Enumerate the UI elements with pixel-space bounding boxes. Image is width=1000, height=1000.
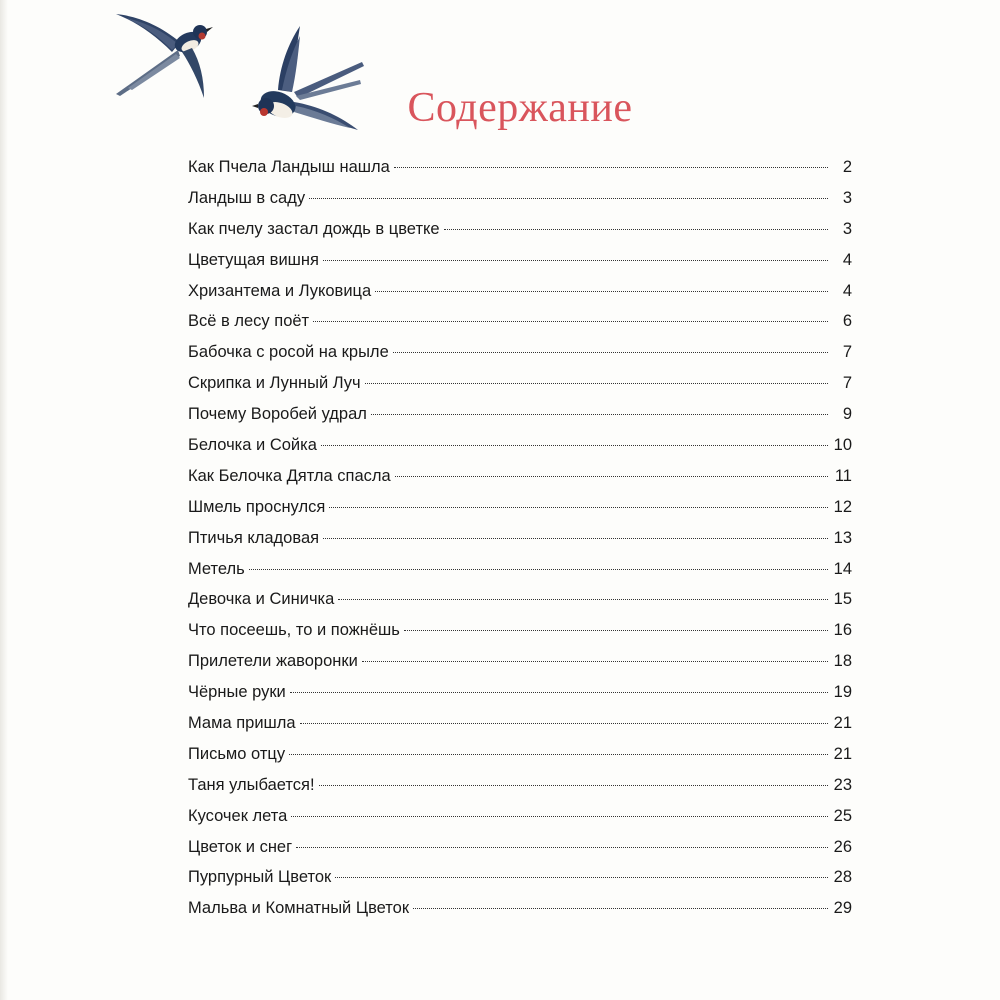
toc-page-number: 23 bbox=[833, 775, 852, 794]
toc-page-number: 6 bbox=[842, 312, 852, 331]
toc-entry-title: Кусочек лета bbox=[188, 806, 288, 825]
toc-entry-title: Письмо отцу bbox=[188, 744, 286, 763]
toc-page-number: 4 bbox=[842, 250, 852, 269]
toc-entry-title: Прилетели жаворонки bbox=[188, 652, 358, 671]
toc-page-number: 9 bbox=[842, 405, 852, 424]
toc-entry bbox=[188, 714, 852, 745]
toc-dot-leader bbox=[393, 352, 828, 353]
toc-entry bbox=[188, 652, 852, 683]
toc-dot-leader bbox=[365, 383, 828, 384]
toc-entry bbox=[188, 868, 852, 899]
toc-page-number: 25 bbox=[833, 806, 852, 825]
toc-entry bbox=[188, 838, 852, 869]
toc-dot-leader bbox=[291, 816, 828, 817]
toc-entry bbox=[188, 529, 852, 560]
toc-entry bbox=[188, 467, 852, 498]
toc-entry-title: Мама пришла bbox=[188, 714, 296, 733]
toc-entry-title: Метель bbox=[188, 559, 245, 578]
toc-dot-leader bbox=[323, 260, 828, 261]
toc-entry-title: Таня улыбается! bbox=[188, 775, 315, 794]
toc-page-number: 12 bbox=[833, 497, 852, 516]
toc-entry bbox=[188, 282, 852, 313]
toc-entry-title: Шмель проснулся bbox=[188, 497, 326, 516]
toc-page-number: 18 bbox=[833, 652, 852, 671]
toc-entry-title: Хризантема и Луковица bbox=[188, 281, 372, 300]
toc-page-number: 28 bbox=[833, 868, 852, 887]
toc-entry bbox=[188, 683, 852, 714]
toc-entry-title: Белочка и Сойка bbox=[188, 436, 317, 455]
toc-page-number: 16 bbox=[833, 621, 852, 640]
toc-entry-title: Что посеешь, то и пожнёшь bbox=[188, 621, 400, 640]
toc-dot-leader bbox=[309, 198, 828, 199]
toc-entry bbox=[188, 251, 852, 282]
toc-page-number: 10 bbox=[833, 436, 852, 455]
toc-page-number: 3 bbox=[842, 219, 852, 238]
toc-dot-leader bbox=[371, 414, 828, 415]
toc-entry-title: Бабочка с росой на крыле bbox=[188, 343, 389, 362]
toc-entry-title: Всё в лесу поёт bbox=[188, 312, 310, 331]
page-title: Содержание bbox=[407, 85, 633, 131]
toc-dot-leader bbox=[444, 229, 828, 230]
toc-page-number: 29 bbox=[833, 899, 852, 918]
toc-page-number: 14 bbox=[833, 559, 852, 578]
toc-entry-title: Цветущая вишня bbox=[188, 250, 319, 269]
toc-entry bbox=[188, 498, 852, 529]
toc-page-number: 7 bbox=[842, 374, 852, 393]
toc-page-number: 21 bbox=[833, 714, 852, 733]
toc-entry-title: Как Пчела Ландыш нашла bbox=[188, 158, 390, 176]
toc-entry-title: Цветок и снег bbox=[188, 837, 293, 856]
toc-entry bbox=[188, 745, 852, 776]
toc-entry bbox=[188, 189, 852, 220]
toc-entry bbox=[188, 436, 852, 467]
toc-page-number: 4 bbox=[842, 281, 852, 300]
toc-entry-title: Как Белочка Дятла спасла bbox=[188, 466, 391, 485]
toc-page-number: 2 bbox=[842, 158, 852, 176]
toc-page-number: 7 bbox=[842, 343, 852, 362]
toc-dot-leader bbox=[362, 661, 828, 662]
toc-entry bbox=[188, 374, 852, 405]
toc-entry bbox=[188, 807, 852, 838]
toc-entry-title: Пурпурный Цветок bbox=[188, 868, 332, 887]
toc-page-number: 11 bbox=[834, 466, 852, 485]
toc-entry-title: Почему Воробей удрал bbox=[188, 405, 367, 424]
toc-page-number: 19 bbox=[833, 683, 852, 702]
toc-entry-title: Как пчелу застал дождь в цветке bbox=[188, 219, 440, 238]
toc-entry bbox=[188, 590, 852, 621]
toc-entry bbox=[188, 405, 852, 436]
toc-dot-leader bbox=[329, 507, 828, 508]
toc-page-number: 21 bbox=[833, 744, 852, 763]
toc-dot-leader bbox=[335, 877, 828, 878]
toc-dot-leader bbox=[323, 538, 828, 539]
toc-entry-title: Мальва и Комнатный Цветок bbox=[188, 899, 410, 918]
toc-dot-leader bbox=[375, 291, 828, 292]
toc-dot-leader bbox=[296, 847, 828, 848]
toc-dot-leader bbox=[300, 723, 828, 724]
toc-dot-leader bbox=[321, 445, 828, 446]
toc-dot-leader bbox=[290, 692, 828, 693]
toc-page-number: 3 bbox=[842, 188, 852, 207]
toc-dot-leader bbox=[319, 785, 828, 786]
page-edge-shadow bbox=[0, 0, 8, 1000]
toc-entry bbox=[188, 899, 852, 930]
table-of-contents bbox=[188, 158, 852, 930]
toc-page-number: 15 bbox=[833, 590, 852, 609]
toc-dot-leader bbox=[338, 599, 828, 600]
toc-entry-title: Скрипка и Лунный Луч bbox=[188, 374, 361, 393]
toc-entry-title: Птичья кладовая bbox=[188, 528, 320, 547]
toc-page-number: 26 bbox=[833, 837, 852, 856]
toc-entry bbox=[188, 621, 852, 652]
toc-entry bbox=[188, 343, 852, 374]
toc-dot-leader bbox=[249, 569, 828, 570]
toc-dot-leader bbox=[395, 476, 828, 477]
toc-entry-title: Девочка и Синичка bbox=[188, 590, 335, 609]
toc-dot-leader bbox=[394, 167, 828, 168]
toc-entry bbox=[188, 776, 852, 807]
toc-dot-leader bbox=[404, 630, 828, 631]
toc-entry bbox=[188, 158, 852, 189]
toc-dot-leader bbox=[289, 754, 828, 755]
toc-entry-title: Чёрные руки bbox=[188, 683, 286, 702]
toc-entry-title: Ландыш в саду bbox=[188, 188, 306, 207]
swallow-icon bbox=[108, 2, 218, 102]
toc-entry bbox=[188, 312, 852, 343]
toc-page-number: 13 bbox=[833, 528, 852, 547]
toc-entry bbox=[188, 560, 852, 591]
toc-dot-leader bbox=[413, 908, 828, 909]
toc-entry bbox=[188, 220, 852, 251]
toc-dot-leader bbox=[313, 321, 828, 322]
